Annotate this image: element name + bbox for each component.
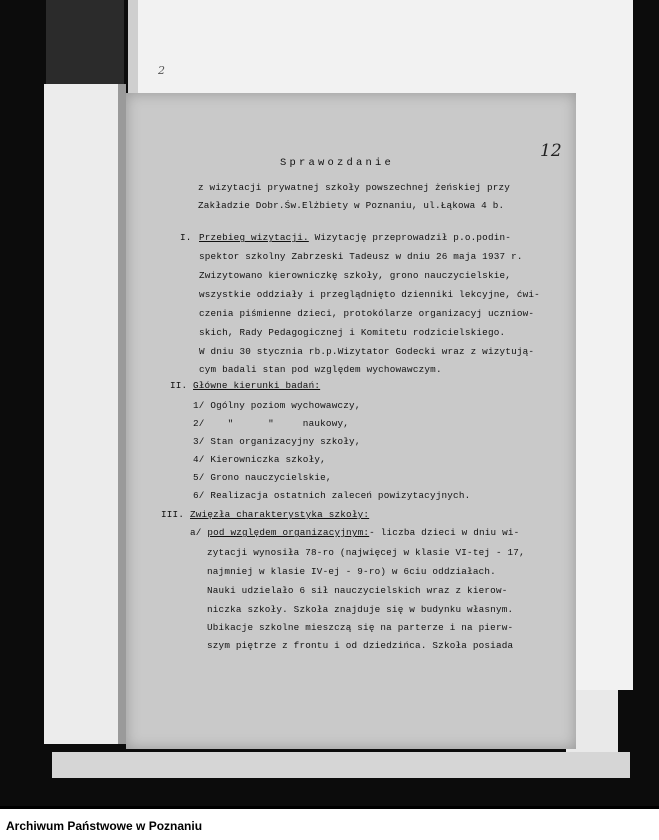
section-3a-line: szym piętrze z frontu i od dziedzińca. Szkoła posiada: [207, 640, 514, 651]
section-1-numeral: I.: [180, 232, 192, 243]
pencil-mark: 2: [158, 64, 165, 77]
section-3a-line: niczka szkoły. Szkoła znajduje się w budynku własnym.: [207, 604, 514, 615]
section-3a-heading: pod względem organizacyjnym:: [207, 527, 370, 538]
section-2-item: 6/ Realizacja ostatnich zaleceń powizytacyjnych.: [193, 490, 471, 501]
section-2-item: 3/ Stan organizacyjny szkoły,: [193, 436, 361, 447]
section-1-first-line-rest: Wizytację przeprowadził p.o.podin-: [308, 232, 512, 243]
section-3-heading: Zwięzła charakterystyka szkoły:: [190, 509, 370, 520]
document-title: Sprawozdanie: [280, 157, 395, 169]
section-3a-line: Nauki udzielało 6 sił nauczycielskich wraz z kierow-: [207, 585, 508, 596]
section-1-line: czenia piśmienne dzieci, protokólarze organizacyj uczniow-: [199, 308, 535, 319]
section-3-numeral: III.: [161, 509, 185, 520]
section-1-line: spektor szkolny Zabrzeski Tadeusz w dniu 26 maja 1937 r.: [199, 251, 523, 262]
section-1-line: W dniu 30 stycznia rb.p.Wizytator Godecki wraz z wizytują-: [199, 346, 535, 357]
handwritten-page-number: 12: [540, 141, 562, 161]
section-1-line: wszystkie oddziały i przeglądnięto dzienniki lekcyjne, ćwi-: [199, 289, 540, 300]
archive-name: Archiwum Państwowe w Poznaniu: [6, 819, 203, 833]
subtitle-line-1: z wizytacji prywatnej szkoły powszechnej żeńskiej przy: [198, 182, 511, 193]
section-2-heading: Główne kierunki badań:: [193, 380, 321, 391]
section-3a-letter: a/: [190, 527, 202, 538]
section-2-item: 4/ Kierowniczka szkoły,: [193, 454, 326, 465]
folder-tab: [46, 0, 124, 84]
section-1-line: cym badali stan pod względem wychowawczym.: [199, 364, 442, 375]
section-3a-line: Ubikacje szkolne mieszczą się na parterze i na pierw-: [207, 622, 514, 633]
subtitle-line-2: Zakładzie Dobr.Św.Elżbiety w Poznaniu, ul.Łąkowa 4 b.: [198, 200, 505, 211]
section-1-line: skich, Rady Pedagogicznej i Komitetu rodzicielskiego.: [199, 327, 506, 338]
folder-edge-shadow: [118, 84, 126, 744]
section-3a-first-line: [190, 527, 519, 538]
section-2-item: 5/ Grono nauczycielskie,: [193, 472, 332, 483]
section-1-first-line: [199, 232, 511, 243]
section-3a-line: zytacji wynosiła 78-ro (najwięcej w klasie VI-tej - 17,: [207, 547, 525, 558]
folder-bottom-edge: [52, 752, 630, 778]
section-2-item: 1/ Ogólny poziom wychowawczy,: [193, 400, 361, 411]
section-1-heading: Przebieg wizytacji.: [199, 232, 309, 243]
section-3a-line: najmniej w klasie IV-ej - 9-ro) w 6ciu oddziałach.: [207, 566, 496, 577]
section-1-line: Zwizytowano kierowniczkę szkoły, grono nauczycielskie,: [199, 270, 512, 281]
folder-left-edge: [44, 84, 124, 744]
section-2-numeral: II.: [170, 380, 188, 391]
section-3a-first-line-rest: - liczba dzieci w dniu wi-: [369, 527, 520, 538]
section-2-item: 2/ " " naukowy,: [193, 418, 350, 429]
